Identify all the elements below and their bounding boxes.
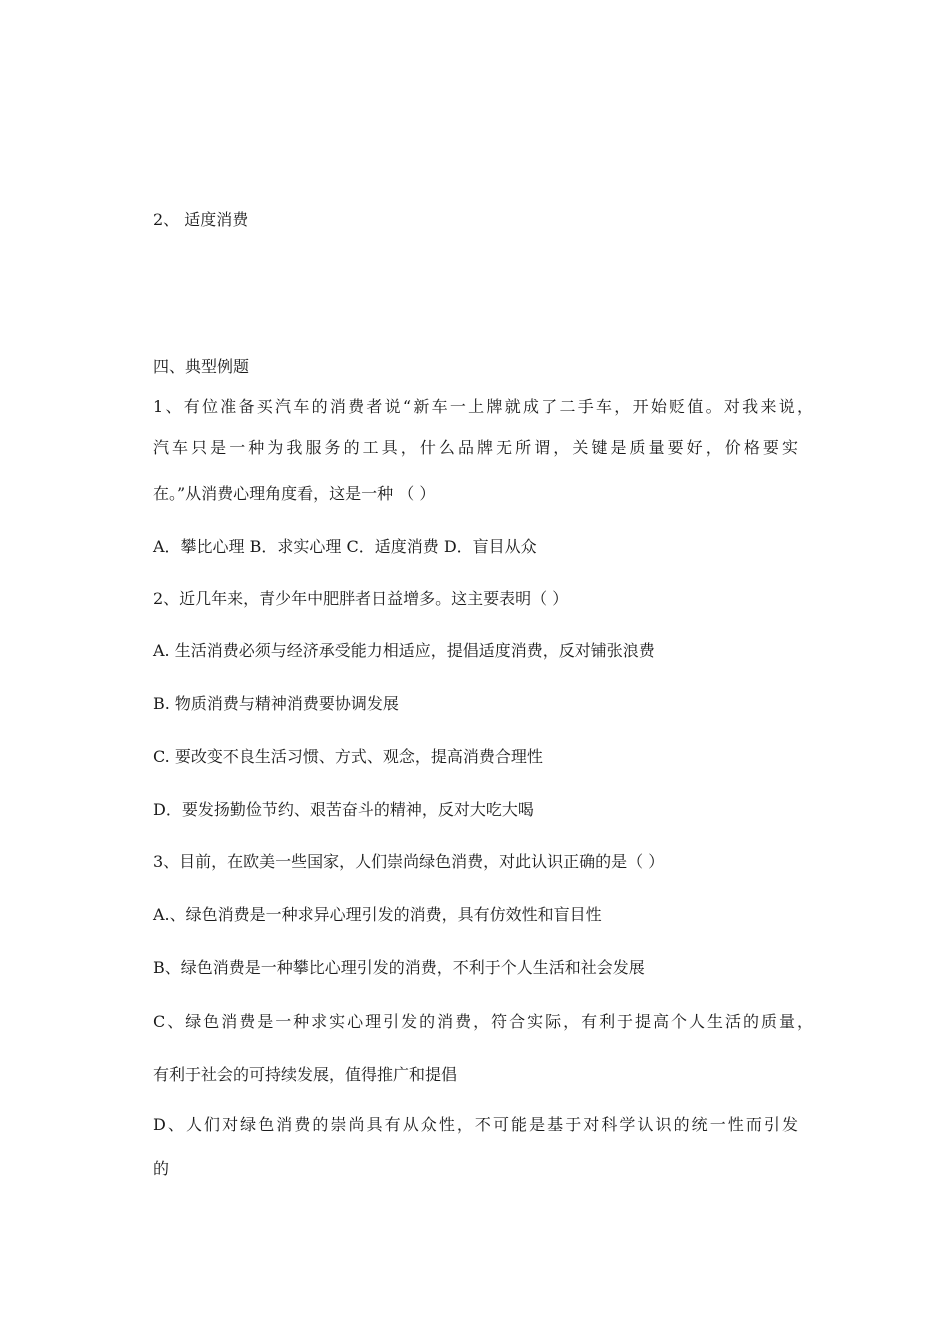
section-heading-typical-examples: 四、典型例题 <box>153 357 250 376</box>
question-2-option-b: B. 物质消费与精神消费要协调发展 <box>153 694 399 713</box>
question-2-option-c: C. 要改变不良生活习惯、方式、观念，提高消费合理性 <box>153 747 543 766</box>
question-1-options: A．攀比心理 B．求实心理 C．适度消费 D．盲目从众 <box>153 537 537 556</box>
question-2-option-a: A. 生活消费必须与经济承受能力相适应，提倡适度消费，反对铺张浪费 <box>153 641 655 660</box>
question-3-option-c-line-2: 有利于社会的可持续发展，值得推广和提倡 <box>153 1065 458 1084</box>
question-3-option-d-line-1: D、人们对绿色消费的崇尚具有从众性，不可能是基于对科学认识的统一性而引发 <box>153 1115 798 1134</box>
section-item-moderate-consumption: 2、 适度消费 <box>153 210 249 229</box>
question-2-stem: 2、近几年来，青少年中肥胖者日益增多。这主要表明（ ） <box>153 589 569 608</box>
question-2-option-d: D．要发扬勤俭节约、艰苦奋斗的精神，反对大吃大喝 <box>153 800 534 819</box>
question-3-option-a: A.、绿色消费是一种求异心理引发的消费，具有仿效性和盲目性 <box>153 905 602 924</box>
question-3-stem: 3、目前，在欧美一些国家，人们崇尚绿色消费，对此认识正确的是（ ） <box>153 852 665 871</box>
question-1-stem-line-2: 汽车只是一种为我服务的工具，什么品牌无所谓，关键是质量要好，价格要实 <box>153 438 798 457</box>
question-3-option-c-line-1: C、绿色消费是一种求实心理引发的消费，符合实际，有利于提高个人生活的质量， <box>153 1012 813 1031</box>
question-3-option-b: B、绿色消费是一种攀比心理引发的消费，不利于个人生活和社会发展 <box>153 958 645 977</box>
question-1-stem-line-3: 在。”从消费心理角度看，这是一种 （ ） <box>153 484 436 503</box>
question-1-stem-line-1: 1、有位准备买汽车的消费者说“新车一上牌就成了二手车，开始贬值。对我来说， <box>153 397 813 416</box>
question-3-option-d-line-2: 的 <box>153 1159 170 1178</box>
